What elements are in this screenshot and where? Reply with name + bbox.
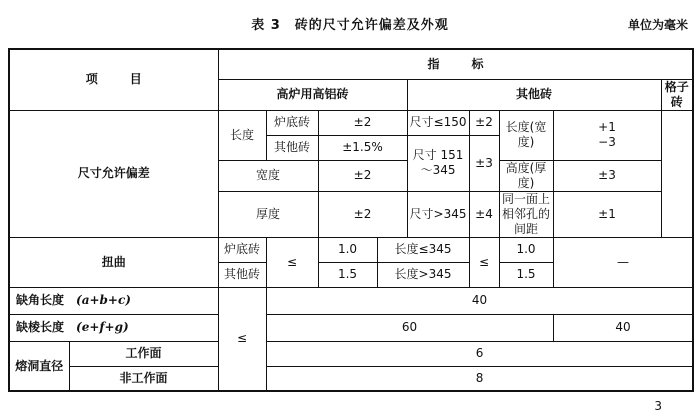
work-face-label: 工作面 (69, 341, 218, 366)
work-face-value: 6 (266, 341, 693, 366)
page-number: 3 (654, 399, 662, 413)
appearance-le-symbol: ≤ (218, 287, 266, 391)
header-qita: 其他砖 (407, 79, 661, 110)
edge-label (9, 314, 218, 341)
edge-value-gezi: 40 (553, 314, 693, 341)
gezi-hole-value: ±1 (553, 191, 661, 237)
gezi-length-plus: +1 (598, 120, 616, 134)
table-row (9, 49, 693, 79)
table-row (9, 237, 693, 262)
twist-ludi-value: 1.0 (318, 237, 377, 262)
thickness-label: 厚度 (218, 191, 318, 237)
length-label: 长度 (218, 110, 266, 160)
twist-ludi-label: 炉底砖 (218, 237, 266, 262)
width-value: ±2 (318, 160, 407, 191)
corner-formula: (a+b+c) (76, 293, 131, 307)
other-size-1-label: 尺寸≤150 (407, 110, 469, 135)
gezi-height-value: ±3 (553, 160, 661, 191)
gezi-length-minus: −3 (598, 135, 616, 149)
gezi-height-label: 高度(厚度) (499, 160, 553, 191)
hole-diameter-label: 熔洞直径 (9, 341, 69, 391)
twist-other-value-2: 1.5 (499, 262, 553, 287)
edge-label-text: 缺棱长度 (16, 320, 65, 334)
table-row (9, 366, 693, 391)
twist-gaolu-le-symbol: ≤ (266, 237, 318, 287)
twist-qita-label: 其他砖 (218, 262, 266, 287)
gezi-length-value (553, 110, 661, 160)
table-title: 表 3 砖的尺寸允许偏差及外观 (251, 18, 449, 33)
other-size-2-value: ±3 (469, 135, 499, 191)
twist-other-gt345-label: 长度>345 (377, 262, 469, 287)
table-row (9, 314, 693, 341)
size-deviation-label: 尺寸允许偏差 (9, 110, 218, 237)
twist-qita-value: 1.5 (318, 262, 377, 287)
other-size-3-label: 尺寸>345 (407, 191, 469, 237)
table-row (9, 287, 693, 314)
ludi-label: 炉底砖 (266, 110, 318, 135)
twist-label: 扭曲 (9, 237, 218, 287)
table-row (9, 110, 693, 135)
header-item: 项 目 (9, 49, 218, 110)
twist-other-le-symbol: ≤ (469, 237, 499, 287)
thickness-value: ±2 (318, 191, 407, 237)
header-indicator: 指 标 (218, 49, 693, 79)
corner-value: 40 (266, 287, 693, 314)
corner-label (9, 287, 218, 314)
corner-label-text: 缺角长度 (16, 293, 65, 307)
nonwork-face-value: 8 (266, 366, 693, 391)
other-size-1-value: ±2 (469, 110, 499, 135)
spec-table (8, 48, 694, 392)
qita-label: 其他砖 (266, 135, 318, 160)
twist-gezi-value: — (553, 237, 693, 287)
edge-value-main: 60 (266, 314, 553, 341)
header-gezi: 格子砖 (661, 79, 693, 110)
nonwork-face-label: 非工作面 (69, 366, 218, 391)
table-row (9, 341, 693, 366)
gezi-length-label: 长度(宽度) (499, 110, 553, 160)
unit-label: 单位为毫米 (627, 18, 688, 32)
other-size-2-label: 尺寸 151～345 (407, 135, 469, 191)
gezi-hole-label: 同一面上相邻孔的间距 (499, 191, 553, 237)
qita-length-value: ±1.5% (318, 135, 407, 160)
width-label: 宽度 (218, 160, 318, 191)
twist-other-value-1: 1.0 (499, 237, 553, 262)
twist-other-le345-label: 长度≤345 (377, 237, 469, 262)
header-gaolu: 高炉用高铝砖 (218, 79, 407, 110)
other-size-3-value: ±4 (469, 191, 499, 237)
edge-formula: (e+f+g) (76, 320, 129, 334)
ludi-length-value: ±2 (318, 110, 407, 135)
